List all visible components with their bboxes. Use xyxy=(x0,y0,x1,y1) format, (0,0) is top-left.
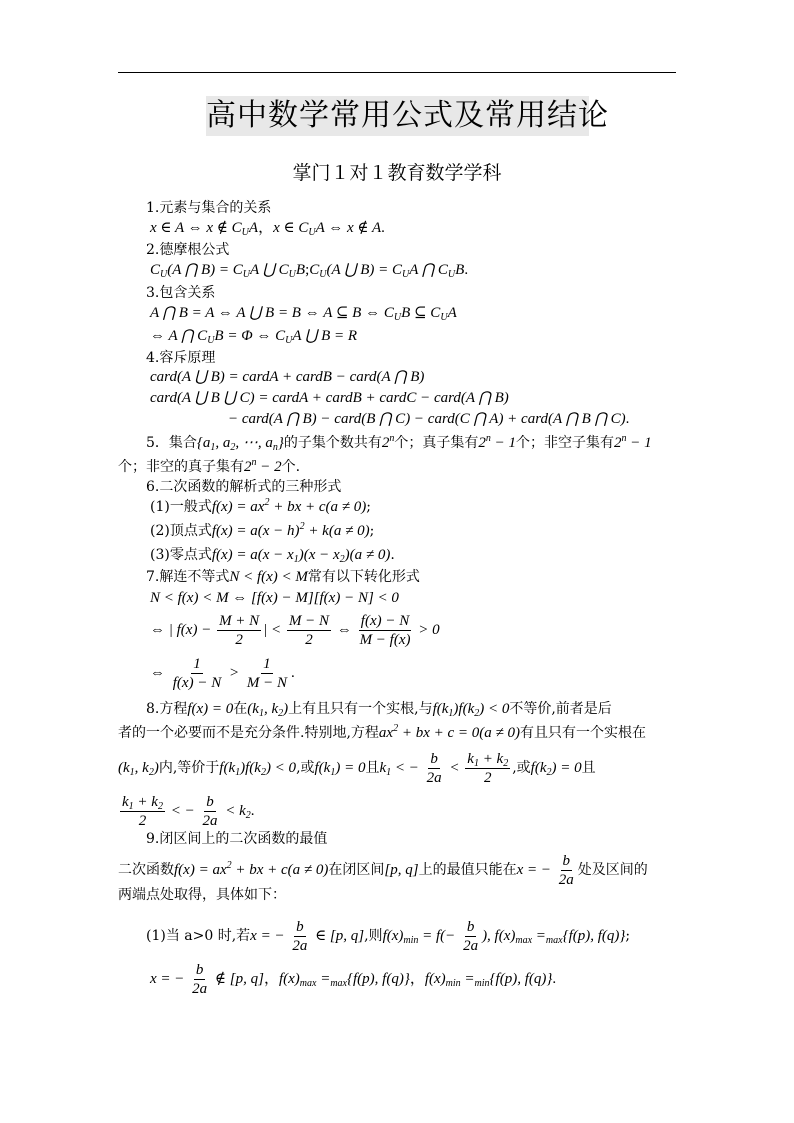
section-9-line-3: (1)当 a>0 时,若x = − $\frac{b}{2a}$ ∈ [p, q],则$f(x)_{min} = f(-$ $\frac{b}{2a}$ ), $f(x)_{max} =_{max}\{f(p)$, f(q)}; xyxy=(146,919,631,954)
formula-inclusion-exclusion-1: card(A ⋃ B) = cardA + cardB − card(A ⋂ B) xyxy=(150,369,425,385)
s8-text-1: 8.方程 xyxy=(146,701,188,717)
section-5-line-2: 个；非空的真子集有$2^n - 2$个. xyxy=(118,457,301,475)
s8-text-3: 上有且只有一个实根,与 xyxy=(288,701,433,717)
formula-inclusion-exclusion-3: − card(A ⋂ B) − card(B ⋂ C) − card(C ⋂ A) + card(A ⋂ B ⋂ C). xyxy=(228,411,630,427)
s8-text-2: 在 xyxy=(233,701,248,717)
s9-text-4: 处及区间的 xyxy=(577,861,648,878)
s5-text-2: 的子集个数共有 xyxy=(283,435,382,451)
s8-text-7: 内,等价于 xyxy=(158,759,220,776)
formula-set-membership: x ∈ A ⇔ x ∉ $C_UA$，x ∈ $C_UA$ ⇔ x ∉ A. xyxy=(150,220,385,238)
s8-text-8: ,或 xyxy=(296,759,315,776)
s5-text-1: 5．集合 xyxy=(146,435,197,451)
s8-text-5: 者的一个必要而不是充分条件.特别地,方程 xyxy=(118,725,379,741)
s7-text-1: 7.解连不等式 xyxy=(146,569,230,585)
section-8-line-4: $\frac{k_1 + k_2}{2}$ < − $\frac{b}{2a}$ < $k_2$. xyxy=(122,794,255,829)
section-4-heading: 4.容斥原理 xyxy=(146,350,216,366)
section-2-heading: 2.德摩根公式 xyxy=(146,242,230,258)
section-7-heading: 7.解连不等式N < f(x) < M常有以下转化形式 xyxy=(146,569,420,585)
s5-text-3: 个；真子集有 xyxy=(394,435,479,451)
s7-text-2: 常有以下转化形式 xyxy=(307,569,420,585)
formula-inequality-1: N < f(x) < M ⇔ [f(x) − M][f(x) − N] < 0 xyxy=(150,590,399,606)
page-subtitle: 掌门１对１教育数学学科 xyxy=(292,162,502,184)
section-9-heading: 9.闭区间上的二次函数的最值 xyxy=(146,831,328,847)
s6-roots-label: (3)零点式 xyxy=(150,547,212,563)
formula-quadratic-roots: (3)零点式$f(x) = a(x - x_1)(x - x_2)(a \ne 0)$. xyxy=(150,547,395,565)
s9-text-3: 上的最值只能在 xyxy=(418,861,517,878)
formula-quadratic-general: (1)一般式$f(x) = ax^2$ + bx + c(a ≠ 0); xyxy=(150,497,371,515)
section-9-line-1: 二次函数$f(x) = ax^2$ + bx + c(a ≠ 0)在闭区间[p, q]上的最值只能在x = − $\frac{b}{2a}$ 处及区间的 xyxy=(118,853,648,888)
s8-text-10: ,或 xyxy=(512,759,531,776)
s5-text-6: 个. xyxy=(281,459,301,475)
formula-inclusion-exclusion-2: card(A ⋃ B ⋃ C) = cardA + cardB + cardC − card(A ⋂ B) xyxy=(150,390,509,406)
s8-text-11: 且 xyxy=(581,759,596,776)
s8-text-4: 不等价,前者是后 xyxy=(509,701,612,717)
formula-quadratic-vertex: (2)顶点式$f(x) = a(x - h)^2 + k(a \ne 0)$; xyxy=(150,521,375,539)
section-8-line-3: ($k_1$, $k_2$)内,等价于$f(k_1)f(k_2) < 0$,或$f(k_1) = 0$且$k_1$ < − $\frac{b}{2a}$ < $\frac{k_1 + k_2}{2}$ ,或$f(k_2) = 0$且 xyxy=(118,751,596,786)
section-8-line-2: 者的一个必要而不是充分条件.特别地,方程$ax^2$ + bx + c = 0(a ≠ 0)有且只有一个实根在 xyxy=(118,723,646,741)
s9-text-7: ,则 xyxy=(364,927,383,944)
s6-general-label: (1)一般式 xyxy=(150,499,212,515)
s5-text-5: 个；非空的真子集有 xyxy=(118,459,244,475)
s9-text-6: (1)当 a>0 时,若 xyxy=(146,927,251,944)
page-title: 高中数学常用公式及常用结论 xyxy=(206,96,589,136)
formula-de-morgan: $C_U(A$ ⋂ $B) = C_UA$ ⋃ $C_UB;C_U(A$ ⋃ $B) = C_UA$ ⋂ $C_UB$. xyxy=(150,262,469,280)
section-1-heading: 1.元素与集合的关系 xyxy=(146,200,272,216)
s6-vertex-label: (2)顶点式 xyxy=(150,523,212,539)
section-8-line-1: 8.方程f(x) = 0在($k_1$, $k_2$)上有且只有一个实根,与$f(k_1)f(k_2) < 0$不等价,前者是后 xyxy=(146,701,612,719)
s9-text-2: 在闭区间 xyxy=(328,861,385,878)
formula-inclusion-2: ⇔ A ⋂ $C_UB = \Phi$ ⇔ $C_UA$ ⋃ B = R xyxy=(150,328,358,346)
formula-inclusion-1: A ⋂ B = A ⇔ A ⋃ B = B ⇔ A ⊆ B ⇔ $C_UB$ ⊆ $C_UA$ xyxy=(150,305,457,323)
s9-text-1: 二次函数 xyxy=(118,861,174,878)
s5-text-4: 个；非空子集有 xyxy=(516,435,615,451)
section-9-line-4: x = − $\frac{b}{2a}$ ∉ [p, q]，$f(x)_{max} =_{max}\{f(p)$, f(q)}，$f(x)_{min} =_{min}\{f(p)$, f(q)}. xyxy=(150,962,557,997)
section-6-heading: 6.二次函数的解析式的三种形式 xyxy=(146,479,342,495)
s8-text-6: 有且只有一个实根在 xyxy=(519,725,646,741)
formula-inequality-2: ⇔ | f(x) − $\frac{M + N}{2}$ | < $\frac{M - N}{2}$ ⇔ $\frac{f(x) - N}{M - f(x)}$ > 0 xyxy=(150,613,440,648)
section-9-line-2: 两端点处取得，具体如下： xyxy=(118,887,286,903)
header-rule xyxy=(118,72,676,73)
section-3-heading: 3.包含关系 xyxy=(146,285,216,301)
s8-text-9: 且 xyxy=(365,759,380,776)
formula-inequality-3: ⇔ $\frac{1}{f(x) - N}$ > $\frac{1}{M - N}$ . xyxy=(150,656,295,691)
section-5-line-1: 5．集合{$a_1$, $a_2$, ⋯, $a_n$}的子集个数共有2$^n$个；真子集有$2^n - 1$个；非空子集有$2^n - 1$ xyxy=(146,433,652,453)
